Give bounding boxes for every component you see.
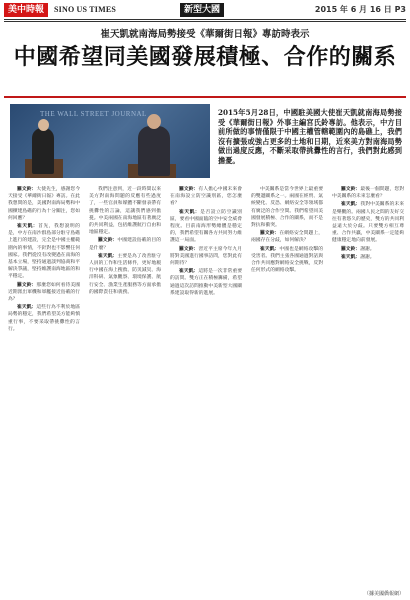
speaker-label: 羅文鈴： bbox=[179, 187, 199, 192]
paragraph-text: 謝謝。 bbox=[360, 246, 375, 252]
article-headline: 中國希望同美國發展積極、合作的關系 bbox=[13, 45, 397, 70]
speaker-label: 羅文鈴： bbox=[341, 187, 361, 192]
speaker-label: 羅文鈴： bbox=[260, 231, 280, 237]
article-paragraph bbox=[332, 254, 404, 261]
speaker-label: 羅文鈴： bbox=[17, 282, 37, 288]
article-paragraph bbox=[89, 253, 161, 296]
person-left bbox=[32, 128, 54, 174]
article-paragraph bbox=[170, 246, 242, 268]
speaker-label: 崔天凱： bbox=[179, 269, 199, 275]
article-paragraph bbox=[89, 237, 161, 251]
article-paragraph bbox=[8, 282, 80, 304]
article-column-3 bbox=[170, 186, 242, 590]
paragraph-text: 大使先生，感謝您今天接受《華爾街日報》專訪。在此我想問的是，美國對南海局勢和中國擴建島礁的行為十分關注，您如何回應？ bbox=[8, 187, 80, 221]
speaker-label: 崔天凱： bbox=[341, 254, 361, 260]
speaker-label: 崔天凱： bbox=[17, 305, 37, 311]
paragraph-text: 在網絡安全問題上，兩國存在分歧，如何解決？ bbox=[251, 231, 323, 244]
paper-logo-cn: 美中時報 bbox=[4, 3, 48, 17]
article-column-4 bbox=[251, 186, 323, 590]
article-column-2 bbox=[89, 186, 161, 590]
article-paragraph bbox=[170, 186, 242, 208]
speaker-label: 羅文鈴： bbox=[98, 238, 118, 244]
paragraph-text: 這將是一次非常重要的訪問。雙方正在積極籌備，希望通過這次訪問推動中美新型大國關系建設取得新的進展。 bbox=[170, 269, 242, 296]
article-column-5 bbox=[332, 186, 404, 590]
speaker-label: 羅文鈴： bbox=[341, 246, 361, 252]
interview-photo bbox=[10, 104, 210, 178]
photo-backdrop-text: THE WALL STREET JOURNAL bbox=[40, 110, 147, 118]
person-left-head bbox=[38, 119, 49, 131]
article-paragraph bbox=[8, 186, 80, 222]
paragraph-text: 那麼您如何看待美國近期派出軍機和軍艦接近島礁的行為？ bbox=[8, 282, 80, 303]
section-tag: 新型大國 bbox=[180, 3, 224, 17]
paragraph-text: 我對中美關系的未來是樂觀的。兩國人民之間的友好交往有著悠久的歷史，雙方的共同利益遠大於分歧。只要雙方相互尊重、合作共贏，中美關系一定能夠健康穩定地向前發展。 bbox=[332, 202, 404, 244]
paragraph-text: 首先，我想說明的是，中方在南沙群島部分駐守島礁上進行的建設，完全是中國主權範圍內的事情，不針對也不影響任何國家。我們從沒有改變過在南海的基本立場，堅持通過談判協商和平解決爭議，堅持維護南海地區的和平穩定。 bbox=[8, 224, 80, 280]
paragraph-text: 有人擔心中國未來會在南海設立防空識別區，您怎麼看？ bbox=[170, 187, 242, 207]
paragraph-text: 中國也是網絡攻擊的受害者。我們主張各國通過對話與合作共同應對網絡安全挑戰，反對任何形式的網絡攻擊。 bbox=[251, 246, 323, 274]
paragraph-text: 謝謝。 bbox=[360, 254, 375, 260]
article-paragraph bbox=[251, 186, 323, 229]
article-paragraph bbox=[8, 304, 80, 333]
speaker-label: 崔天凱： bbox=[260, 246, 280, 252]
paragraph-text: 這些行為不利於地區局勢的穩定，我們希望美方能夠慎重行事，不要采取帶挑釁性的言行。 bbox=[8, 305, 80, 332]
paragraph-text: 中美關系是當今世界上最重要的雙邊關系之一。兩國在經貿、氣候變化、反恐、網絡安全等領域都有廣泛的合作空間。我們希望同美國發展積極、合作的關系，而不是對抗和衝突。 bbox=[251, 187, 323, 229]
speaker-label: 崔天凱： bbox=[17, 224, 39, 230]
speaker-label: 羅文鈴： bbox=[179, 246, 199, 252]
article-paragraph bbox=[170, 209, 242, 245]
speaker-label: 崔天凱： bbox=[341, 202, 361, 208]
paragraph-text: 是否設立防空識別區，要看中國面臨的空中安全威脅程度。目前南海形勢總體是穩定的，我們希望有關各方共同努力維護這一局面。 bbox=[170, 209, 242, 244]
article-paragraph bbox=[251, 230, 323, 244]
article-source: （據美國僑報網） bbox=[363, 591, 404, 597]
article-column-1 bbox=[8, 186, 80, 590]
headline-rule bbox=[4, 96, 406, 98]
speaker-label: 崔天凱： bbox=[179, 209, 201, 215]
article-paragraph bbox=[251, 246, 323, 275]
article-paragraph bbox=[8, 223, 80, 281]
article-paragraph bbox=[332, 201, 404, 244]
date: 2015 年 6 月 16 日 bbox=[314, 5, 392, 14]
speaker-label: 羅文鈴： bbox=[17, 187, 37, 192]
paper-logo-en: SINO US TIMES bbox=[54, 5, 117, 14]
top-rule-thin bbox=[4, 21, 406, 22]
page-number: P3 bbox=[394, 5, 406, 14]
paragraph-text: 主要是為了改善駐守人員的工作和生活條件，更好地履行中國在海上搜救、防災減災、海洋科研、氣象觀察、環境保護、航行安全、漁業生產服務等方面承擔的國際責任和義務。 bbox=[89, 253, 161, 295]
person-right bbox=[138, 126, 170, 176]
article-body bbox=[8, 186, 404, 590]
masthead bbox=[4, 3, 406, 19]
speaker-label: 崔天凱： bbox=[98, 253, 118, 259]
article-paragraph bbox=[332, 246, 404, 253]
paragraph-text: 習近平主席今年九月將對美國進行國事訪問，您對此有何期待？ bbox=[170, 246, 242, 267]
paragraph-text: 中國建設島礁的目的是什麼？ bbox=[89, 238, 161, 251]
article-lead: 2015年5月28日，中國駐美國大使崔天凱就南海局勢接受《華爾街日報》外事主編宮氏鈴專訪。他表示，中方目前所做的事情僅限于中國主權管轄範圍內的島礁上，我們沒有擴張或強占更多的土地和日期，近來美方對南海局勢做出過度反應，不斷采取帶挑釁性的言行，我們對此感到擔憂。 bbox=[218, 108, 402, 165]
article-paragraph bbox=[89, 186, 161, 236]
dateline bbox=[315, 3, 406, 17]
top-rule bbox=[4, 19, 406, 20]
paragraph-text: 我們注意到，近一段時間以來美方對南海問題的反應有些過度了，一些官員和媒體不斷發表帶有挑釁性的言論，這讓我們感到擔憂。中美兩國在南海地區有著廣泛的共同利益，包括維護航行自由和地區穩定。 bbox=[89, 187, 161, 236]
paragraph-text: 最後一個問題，您對中美關系的未來怎麼看？ bbox=[332, 187, 404, 200]
article-subhead: 崔天凱就南海局勢接受《華爾街日報》專訪時表示 bbox=[100, 29, 310, 40]
article-paragraph bbox=[332, 186, 404, 200]
article-paragraph bbox=[170, 268, 242, 297]
person-right-head bbox=[147, 114, 161, 129]
